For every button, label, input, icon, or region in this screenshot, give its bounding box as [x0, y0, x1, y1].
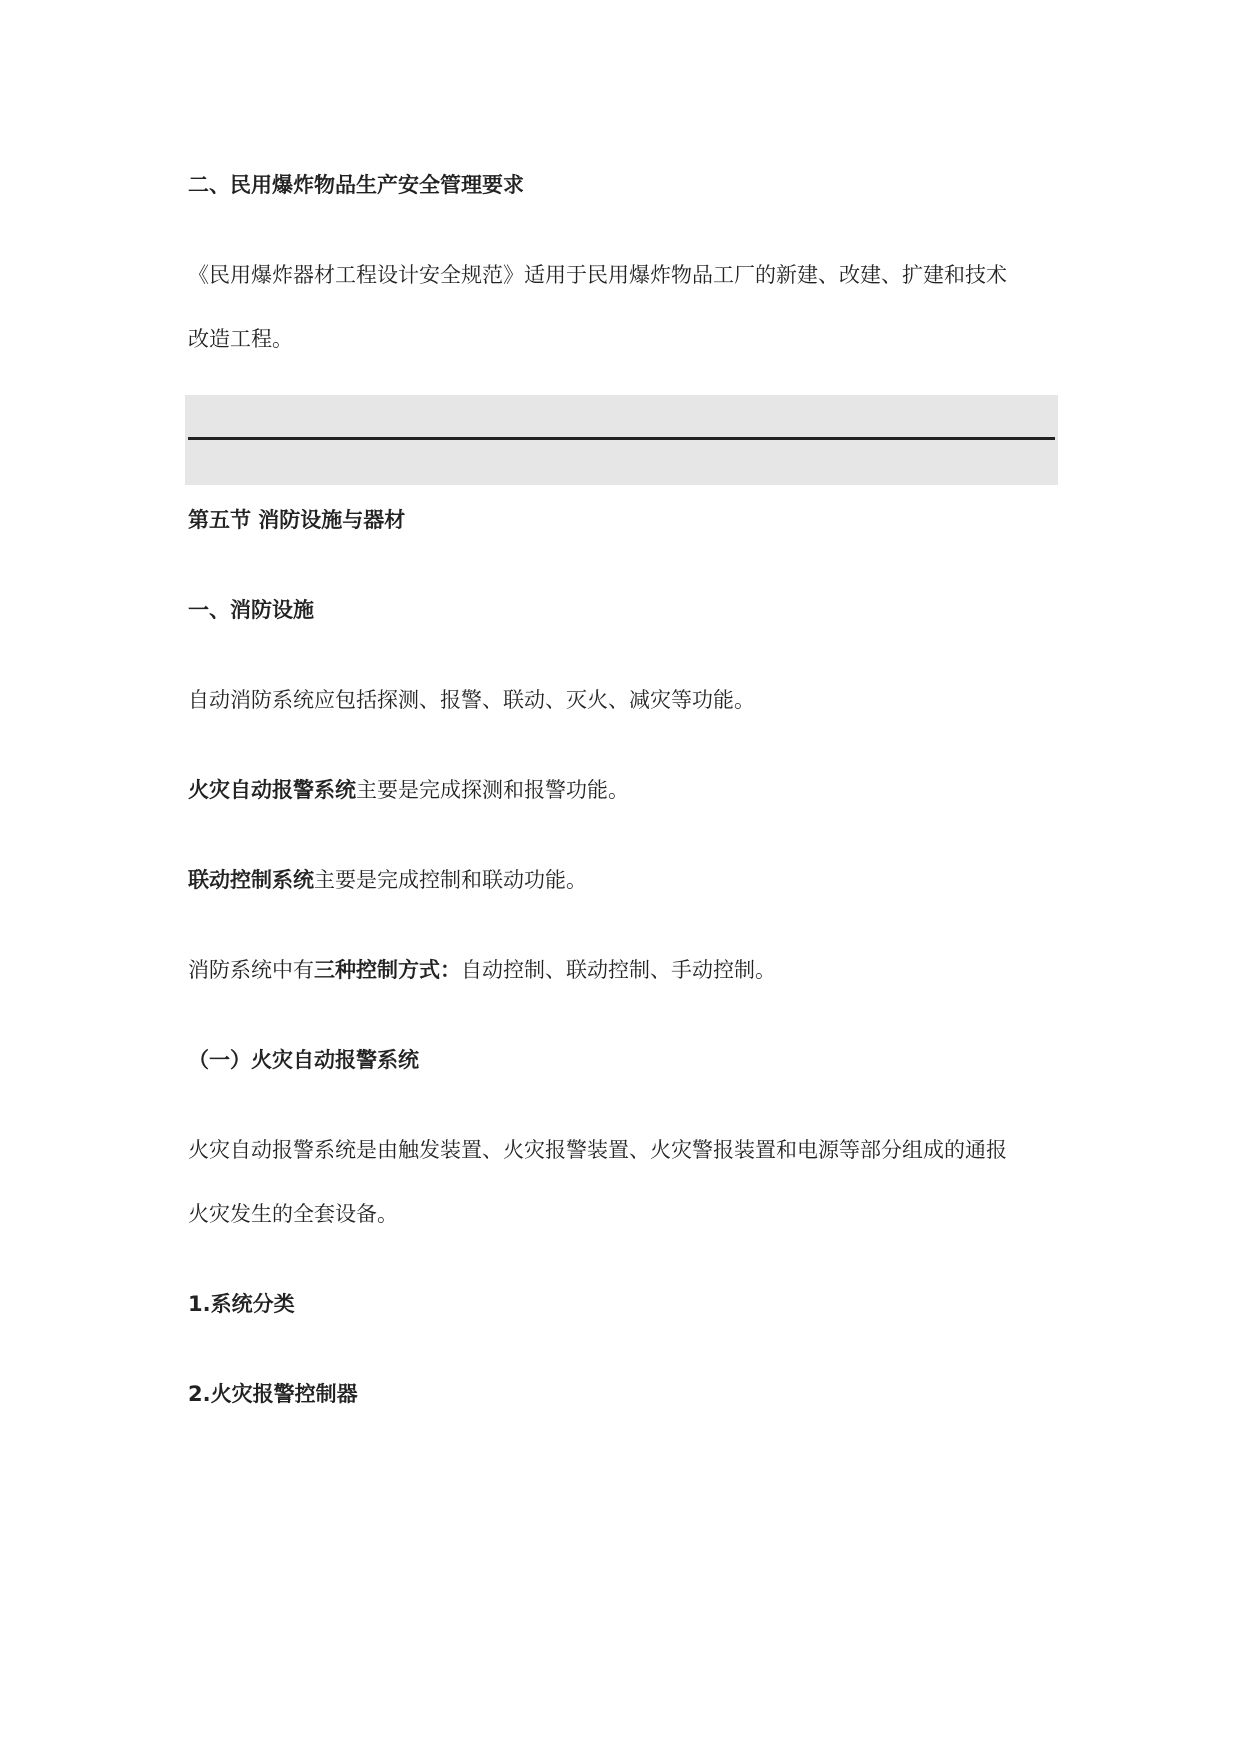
section-heading-production-safety: 二、民用爆炸物品生产安全管理要求	[188, 173, 524, 197]
paragraph-fire-alarm-system	[188, 758, 1058, 822]
section-title-fire-facilities: 第五节 消防设施与器材	[188, 508, 406, 532]
horizontal-rule-block	[185, 395, 1058, 485]
control-modes-list: 自动控制、联动控制、手动控制。	[461, 958, 776, 982]
paragraph-alarm-system-definition-line2: 火灾发生的全套设备。	[188, 1202, 398, 1226]
paragraph-control-modes	[188, 938, 1058, 1002]
item-alarm-controller: 2.火灾报警控制器	[188, 1382, 358, 1406]
term-fire-alarm-system: 火灾自动报警系统	[188, 778, 356, 802]
term-linkage-control: 联动控制系统	[188, 868, 314, 892]
paragraph-auto-fire-system: 自动消防系统应包括探测、报警、联动、灭火、减灾等功能。	[188, 688, 755, 712]
control-modes-prefix: 消防系统中有	[188, 958, 314, 982]
paragraph-linkage-control	[188, 848, 1058, 912]
subheading-fire-alarm-system: （一）火灾自动报警系统	[188, 1048, 419, 1072]
paragraph-spec-scope-line1: 《民用爆炸器材工程设计安全规范》适用于民用爆炸物品工厂的新建、改建、扩建和技术	[188, 263, 1007, 287]
horizontal-rule	[188, 437, 1055, 440]
term-control-modes: 三种控制方式：	[314, 958, 461, 982]
paragraph-fire-alarm-system-text: 主要是完成探测和报警功能。	[356, 778, 629, 802]
paragraph-linkage-control-text: 主要是完成控制和联动功能。	[314, 868, 587, 892]
paragraph-spec-scope-line2: 改造工程。	[188, 327, 293, 351]
paragraph-alarm-system-definition-line1: 火灾自动报警系统是由触发装置、火灾报警装置、火灾警报装置和电源等部分组成的通报	[188, 1138, 1007, 1162]
item-system-classification: 1.系统分类	[188, 1292, 295, 1316]
subheading-fire-facilities: 一、消防设施	[188, 598, 314, 622]
